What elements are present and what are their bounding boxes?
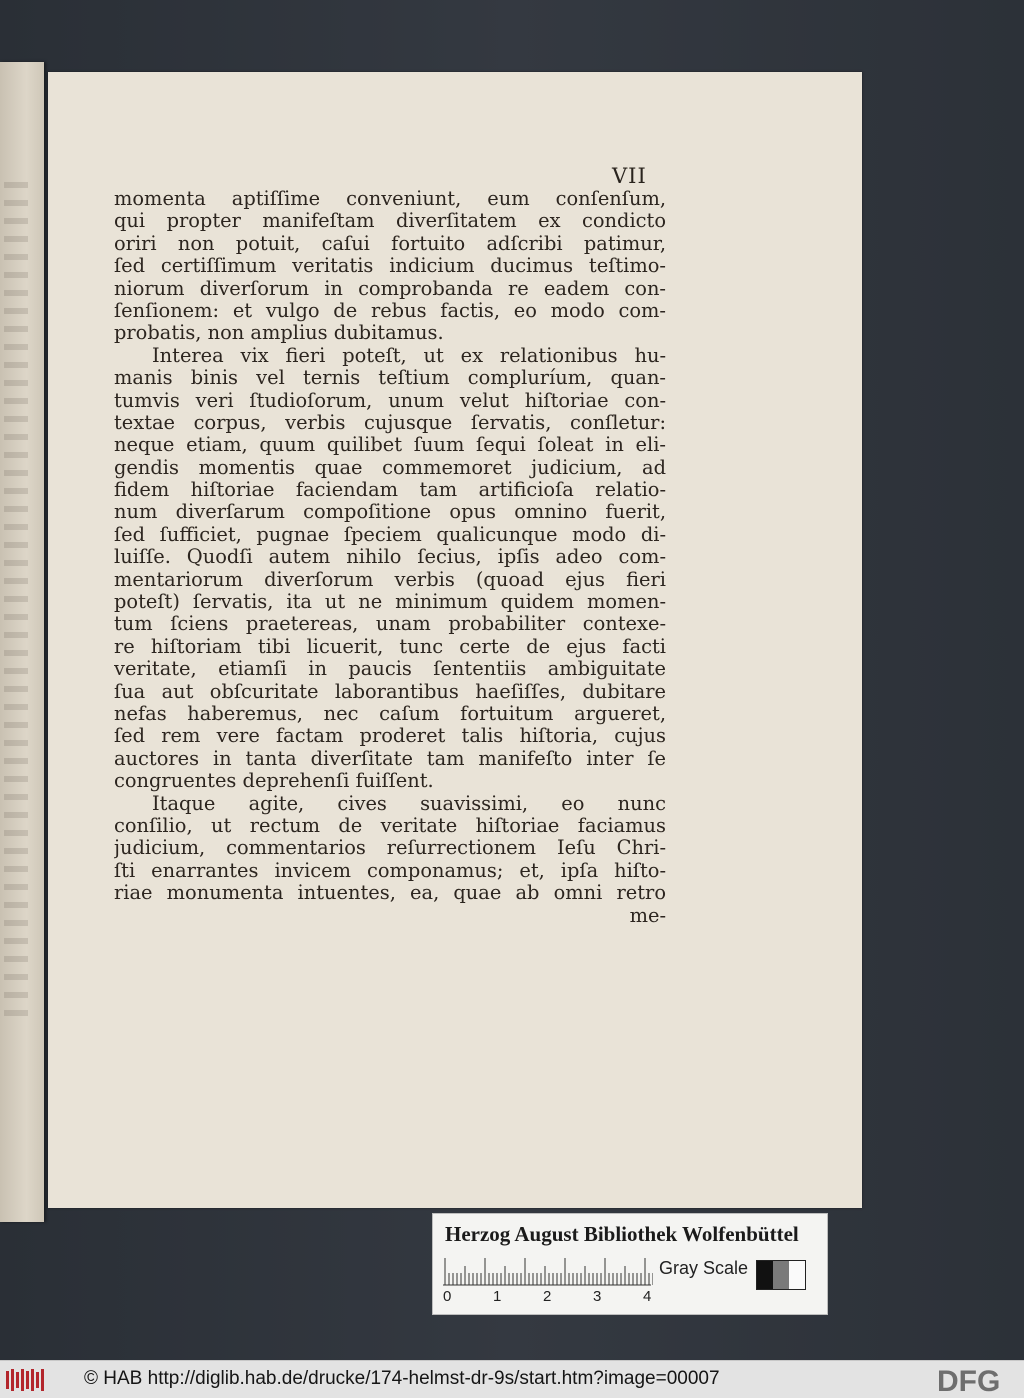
- footer-bar: [0, 1360, 1024, 1398]
- text-line: luiſſe. Quodſi autem nihilo ſecius, ipſis adeo com-: [114, 546, 666, 569]
- text-line: ſed certiſſimum veritatis indicium ducimus teſtimo-: [114, 255, 666, 278]
- text-line: niorum diverſorum in comprobanda re eadem con-: [114, 277, 666, 300]
- text-line: Itaque agite, cives suavissimi, eo nunc: [152, 792, 666, 815]
- text-line: judicium, commentarios reſurrectionem Ieſu Chri-: [114, 837, 666, 860]
- facing-page-edge: [0, 62, 44, 1222]
- text-line: qui propter manifeſtam diverſitatem ex condicto: [114, 210, 666, 233]
- text-line: ſti enarrantes invicem componamus; et, ipſa hiſto-: [114, 859, 666, 882]
- library-name: Herzog August Bibliothek Wolfenbüttel: [445, 1222, 799, 1246]
- text-line: momenta aptiſſime conveniunt, eum conſenſum,: [114, 188, 666, 210]
- text-line: tumvis veri ſtudioſorum, unum velut hiſtoriae con-: [114, 389, 666, 412]
- text-line: gendis momentis quae commemoret judicium, ad: [114, 456, 666, 479]
- text-line: tum ſciens praetereas, unam probabiliter contexe-: [114, 613, 666, 636]
- text-line: fidem hiſtoriae faciendam tam artificioſa relatio-: [114, 479, 666, 502]
- text-line: ſua aut obſcuritate laborantibus haeſiſſes, dubitare: [114, 680, 666, 703]
- ruler-number: 4: [643, 1288, 652, 1305]
- text-line: conſilio, ut rectum de veritate hiſtoriae faciamus: [114, 814, 666, 837]
- text-line: veritate, etiamſi in paucis ſententiis ambiguitate: [114, 658, 666, 681]
- book-page: [48, 72, 862, 1208]
- hab-barcode-icon: [6, 1369, 46, 1391]
- text-line: congruentes deprehenſi fuiſſent.: [114, 770, 434, 793]
- color-reference-card: [432, 1213, 828, 1315]
- ruler-number: 0: [443, 1288, 452, 1305]
- text-line: ſed ſufficiet, pugnae ſpeciem qualicunque modo di-: [114, 523, 666, 546]
- text-line: textae corpus, verbis cujusque ſervatis, conſletur:: [114, 411, 666, 434]
- text-line: probatis, non amplius dubitamus.: [114, 322, 444, 345]
- swatch-white: [789, 1261, 805, 1289]
- text-line: riae monumenta intuentes, ea, quae ab omni retro: [114, 882, 666, 905]
- dfg-logo-icon: [937, 1365, 1021, 1395]
- text-line: ſenſionem: et vulgo de rebus factis, eo modo com-: [114, 299, 666, 322]
- ruler-number: 2: [543, 1288, 552, 1305]
- text-line: nefas haberemus, nec caſum fortuitum argueret,: [114, 702, 666, 725]
- ruler: [443, 1256, 653, 1286]
- swatch-gray: [773, 1261, 789, 1289]
- text-line: me-: [629, 904, 666, 927]
- dfg-logo-text: DFG: [937, 1365, 1001, 1395]
- page-number: VII: [612, 164, 647, 188]
- text-line: ſed rem vere factam proderet talis hiſtoria, cujus: [114, 725, 666, 748]
- text-line: Interea vix fieri poteſt, ut ex relationibus hu-: [152, 344, 666, 367]
- text-line: mentariorum diverſorum verbis (quoad ejus fieri: [114, 568, 666, 591]
- text-line: auctores in tanta diverſitate tam manifeſto inter ſe: [114, 747, 666, 770]
- text-line: neque etiam, quum quilibet ſuum ſequi ſoleat in eli-: [114, 434, 666, 457]
- gray-scale-label: Gray Scale: [659, 1258, 749, 1278]
- gray-scale-swatch: [756, 1260, 806, 1290]
- text-line: oriri non potuit, caſui fortuito adſcribi patimur,: [114, 232, 666, 255]
- facing-page-text-bleed: [4, 182, 28, 1022]
- page-text: [114, 188, 666, 927]
- text-line: manis binis vel ternis teſtium compluríum, quan-: [114, 367, 666, 390]
- swatch-black: [757, 1261, 773, 1289]
- text-line: poteſt) ſervatis, ita ut ne minimum quidem momen-: [114, 591, 666, 614]
- ruler-number: 3: [593, 1288, 602, 1305]
- ruler-number: 1: [493, 1288, 502, 1305]
- copyright-url: © HAB http://diglib.hab.de/drucke/174-helmst-dr-9s/start.htm?image=00007: [84, 1368, 720, 1389]
- text-line: num diverſarum compoſitione opus omnino fuerit,: [114, 501, 666, 524]
- text-line: re hiſtoriam tibi licuerit, tunc certe de ejus facti: [114, 635, 666, 658]
- ruler-ticks: [443, 1256, 653, 1286]
